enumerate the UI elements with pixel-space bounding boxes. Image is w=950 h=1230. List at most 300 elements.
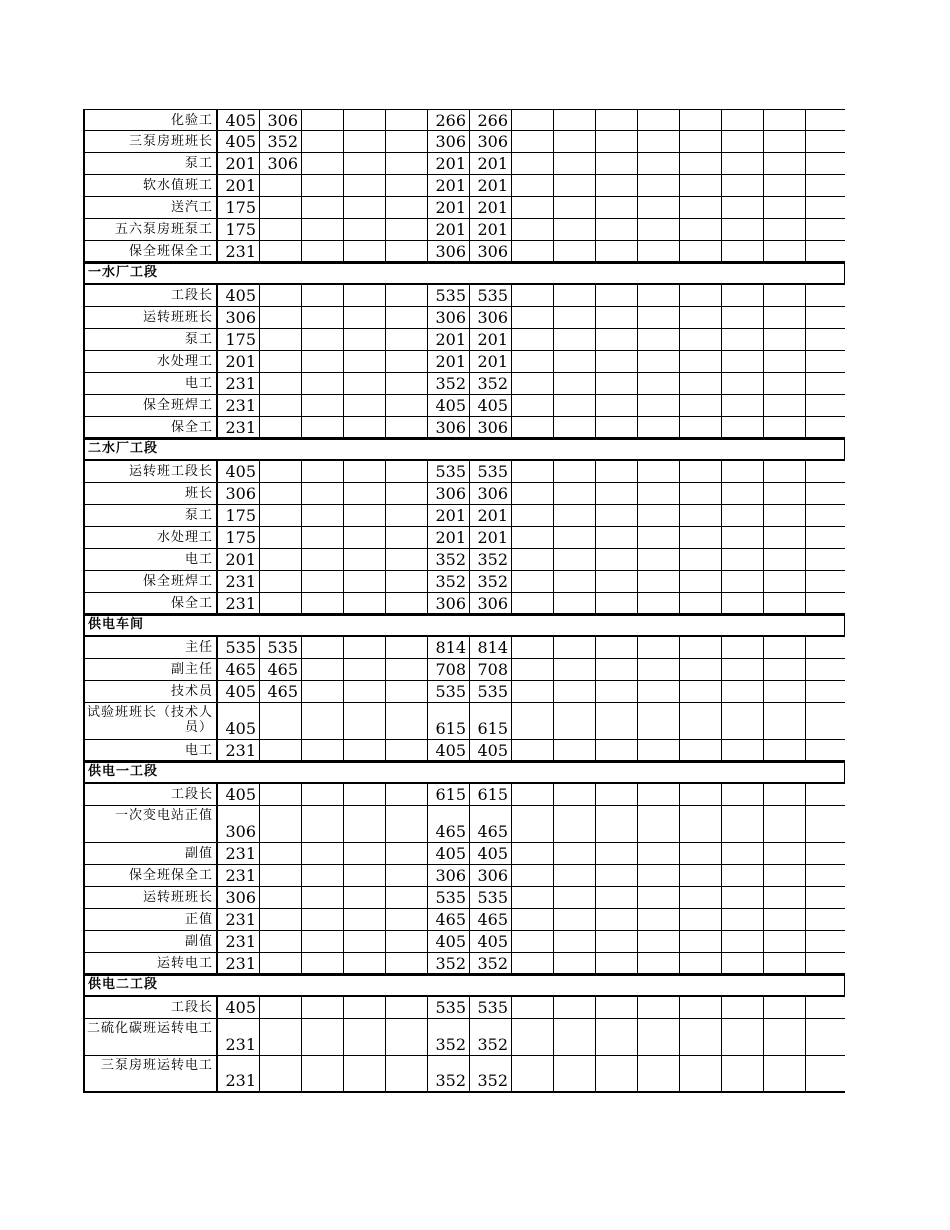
value-cell (596, 527, 638, 548)
value-cell (638, 784, 680, 805)
value-cell (260, 740, 302, 760)
value-cell (386, 329, 428, 350)
value-cell (638, 110, 680, 130)
value-cell (344, 417, 386, 437)
value-cell: 201 (428, 197, 470, 218)
value-cell (386, 395, 428, 416)
value-cell (512, 395, 554, 416)
value-cell (554, 461, 596, 482)
value-cell: 405 (218, 131, 260, 152)
value-cell (386, 953, 428, 973)
value-cell: 465 (428, 806, 470, 842)
table-row (83, 571, 845, 593)
value-cell: 405 (218, 997, 260, 1018)
table-row (83, 527, 845, 549)
value-cell (764, 395, 806, 416)
value-cell: 201 (428, 527, 470, 548)
value-cell: 405 (218, 110, 260, 130)
value-cell (512, 953, 554, 973)
value-cell (344, 703, 386, 739)
value-cell (386, 549, 428, 570)
value-cell (554, 637, 596, 658)
value-cell (764, 461, 806, 482)
value-cell (596, 307, 638, 328)
value-cell: 175 (218, 527, 260, 548)
value-cell (344, 197, 386, 218)
value-cell: 615 (428, 784, 470, 805)
value-cell (512, 571, 554, 592)
value-cell (764, 997, 806, 1018)
value-cell (386, 681, 428, 702)
table-row (83, 740, 845, 762)
value-cell (512, 417, 554, 437)
value-cell (680, 1019, 722, 1055)
value-cell (722, 681, 764, 702)
value-cell: 201 (470, 351, 512, 372)
value-cell: 708 (428, 659, 470, 680)
value-cell: 306 (428, 307, 470, 328)
table-row (83, 865, 845, 887)
value-cell (302, 887, 344, 908)
value-cell (302, 909, 344, 930)
value-cell (722, 931, 764, 952)
value-cell (596, 1019, 638, 1055)
value-cell (680, 549, 722, 570)
value-cell (302, 659, 344, 680)
value-cell (596, 909, 638, 930)
value-cell (302, 110, 344, 130)
value-cell (302, 703, 344, 739)
value-cell (302, 197, 344, 218)
value-cell (386, 593, 428, 613)
value-cell (344, 483, 386, 504)
value-cell (680, 865, 722, 886)
value-cell (680, 681, 722, 702)
value-cell (554, 110, 596, 130)
wage-table (83, 109, 845, 1093)
value-cell: 201 (218, 549, 260, 570)
value-cell: 465 (260, 681, 302, 702)
value-cell (554, 571, 596, 592)
value-cell: 352 (470, 953, 512, 973)
value-cell (344, 395, 386, 416)
value-cell (554, 659, 596, 680)
value-cell (302, 505, 344, 526)
value-cell (722, 417, 764, 437)
value-cell (386, 659, 428, 680)
value-cell (680, 373, 722, 394)
value-cell: 306 (470, 241, 512, 261)
value-cell (596, 153, 638, 174)
row-label: 副值 (83, 843, 218, 864)
table-row (83, 637, 845, 659)
value-cell (302, 329, 344, 350)
value-cell: 306 (470, 483, 512, 504)
table-row (83, 307, 845, 329)
value-cell (638, 307, 680, 328)
value-cell (302, 219, 344, 240)
value-cell (554, 549, 596, 570)
value-cell (302, 953, 344, 973)
value-cell (638, 953, 680, 973)
table-row (83, 461, 845, 483)
value-cell: 201 (470, 505, 512, 526)
table-row (83, 505, 845, 527)
value-cell: 231 (218, 395, 260, 416)
value-cell (596, 197, 638, 218)
value-cell (512, 909, 554, 930)
value-cell (638, 659, 680, 680)
value-cell (596, 843, 638, 864)
value-cell (512, 1019, 554, 1055)
row-label: 保全班焊工 (83, 395, 218, 416)
value-cell: 708 (470, 659, 512, 680)
table-row (83, 593, 845, 615)
value-cell: 352 (470, 549, 512, 570)
value-cell (344, 659, 386, 680)
value-cell (554, 997, 596, 1018)
value-cell: 814 (470, 637, 512, 658)
row-label: 化验工 (83, 110, 218, 130)
value-cell (512, 740, 554, 760)
value-cell (722, 329, 764, 350)
value-cell: 465 (470, 909, 512, 930)
value-cell: 231 (218, 241, 260, 261)
value-cell (722, 197, 764, 218)
value-cell (302, 153, 344, 174)
section-header (83, 975, 845, 997)
value-cell (344, 997, 386, 1018)
value-cell (638, 483, 680, 504)
value-cell (512, 527, 554, 548)
value-cell (596, 931, 638, 952)
value-cell: 175 (218, 219, 260, 240)
value-cell (344, 593, 386, 613)
table-row (83, 131, 845, 153)
value-cell (344, 549, 386, 570)
value-cell: 352 (470, 571, 512, 592)
value-cell: 201 (470, 197, 512, 218)
row-label: 运转班班长 (83, 887, 218, 908)
value-cell (638, 637, 680, 658)
table-row (83, 417, 845, 439)
value-cell (260, 241, 302, 261)
value-cell (596, 505, 638, 526)
value-cell (554, 527, 596, 548)
value-cell: 201 (218, 175, 260, 196)
value-cell (764, 843, 806, 864)
value-cell (554, 351, 596, 372)
value-cell (722, 351, 764, 372)
value-cell: 306 (470, 593, 512, 613)
table-row (83, 806, 845, 843)
value-cell (680, 931, 722, 952)
value-cell (302, 527, 344, 548)
value-cell (344, 806, 386, 842)
value-cell (512, 887, 554, 908)
value-cell (638, 593, 680, 613)
value-cell (260, 549, 302, 570)
value-cell (596, 659, 638, 680)
value-cell: 231 (218, 931, 260, 952)
value-cell: 405 (218, 285, 260, 306)
row-label: 保全班焊工 (83, 571, 218, 592)
value-cell: 405 (218, 681, 260, 702)
value-cell: 231 (218, 593, 260, 613)
value-cell (260, 806, 302, 842)
table-row (83, 241, 845, 263)
value-cell (596, 241, 638, 261)
table-row (83, 549, 845, 571)
value-cell (260, 175, 302, 196)
value-cell (764, 740, 806, 760)
value-cell (260, 461, 302, 482)
value-cell (596, 351, 638, 372)
value-cell (596, 549, 638, 570)
value-cell (302, 483, 344, 504)
value-cell (554, 417, 596, 437)
value-cell (386, 351, 428, 372)
section-fill (218, 439, 845, 459)
row-label: 二硫化碳班运转电工 (83, 1019, 218, 1055)
value-cell: 405 (470, 395, 512, 416)
table-row (83, 483, 845, 505)
value-cell (386, 175, 428, 196)
value-cell (722, 740, 764, 760)
value-cell (302, 1019, 344, 1055)
value-cell: 201 (428, 153, 470, 174)
value-cell (764, 131, 806, 152)
value-cell (764, 505, 806, 526)
value-cell: 201 (470, 527, 512, 548)
value-cell: 535 (428, 681, 470, 702)
value-cell (554, 1056, 596, 1091)
value-cell (638, 681, 680, 702)
row-label: 技术员 (83, 681, 218, 702)
value-cell: 352 (428, 1056, 470, 1091)
value-cell (386, 461, 428, 482)
value-cell: 306 (428, 241, 470, 261)
row-label: 运转电工 (83, 953, 218, 973)
value-cell (764, 865, 806, 886)
value-cell (386, 997, 428, 1018)
value-cell (596, 417, 638, 437)
value-cell (344, 1019, 386, 1055)
value-cell: 535 (260, 637, 302, 658)
value-cell (302, 461, 344, 482)
value-cell (512, 197, 554, 218)
table-row (83, 843, 845, 865)
value-cell (512, 175, 554, 196)
value-cell: 231 (218, 373, 260, 394)
value-cell (680, 784, 722, 805)
value-cell (344, 241, 386, 261)
value-cell (722, 241, 764, 261)
value-cell: 306 (470, 131, 512, 152)
value-cell (344, 865, 386, 886)
value-cell (386, 843, 428, 864)
value-cell (512, 461, 554, 482)
value-cell (260, 843, 302, 864)
value-cell (302, 395, 344, 416)
value-cell: 175 (218, 329, 260, 350)
value-cell: 352 (428, 571, 470, 592)
value-cell (302, 1056, 344, 1091)
table-row (83, 909, 845, 931)
value-cell (596, 1056, 638, 1091)
value-cell: 405 (470, 931, 512, 952)
table-row (83, 395, 845, 417)
value-cell (302, 784, 344, 805)
value-cell (302, 843, 344, 864)
value-cell: 306 (428, 417, 470, 437)
value-cell (764, 909, 806, 930)
row-label: 工段长 (83, 997, 218, 1018)
value-cell: 201 (470, 219, 512, 240)
value-cell (638, 549, 680, 570)
value-cell (302, 740, 344, 760)
value-cell: 175 (218, 197, 260, 218)
value-cell (680, 505, 722, 526)
value-cell (722, 784, 764, 805)
row-label: 泵工 (83, 153, 218, 174)
table-row (83, 703, 845, 740)
value-cell (680, 659, 722, 680)
value-cell (554, 909, 596, 930)
section-title: 一水厂工段 (83, 263, 218, 283)
value-cell (554, 175, 596, 196)
value-cell (260, 1056, 302, 1091)
value-cell: 266 (470, 110, 512, 130)
value-cell (680, 887, 722, 908)
value-cell (638, 373, 680, 394)
value-cell (596, 681, 638, 702)
table-row (83, 329, 845, 351)
value-cell (512, 681, 554, 702)
section-header (83, 439, 845, 461)
value-cell (512, 931, 554, 952)
value-cell (344, 527, 386, 548)
value-cell: 405 (218, 784, 260, 805)
value-cell (386, 784, 428, 805)
value-cell (764, 483, 806, 504)
value-cell (596, 175, 638, 196)
value-cell (344, 931, 386, 952)
value-cell (638, 1019, 680, 1055)
value-cell (722, 887, 764, 908)
value-cell (512, 131, 554, 152)
value-cell: 201 (428, 219, 470, 240)
value-cell (386, 1056, 428, 1091)
value-cell: 201 (428, 329, 470, 350)
value-cell (344, 175, 386, 196)
value-cell (386, 505, 428, 526)
value-cell (722, 373, 764, 394)
value-cell (638, 285, 680, 306)
value-cell (260, 351, 302, 372)
value-cell (386, 909, 428, 930)
table-row (83, 784, 845, 806)
value-cell (344, 740, 386, 760)
section-title: 二水厂工段 (83, 439, 218, 459)
value-cell: 201 (428, 175, 470, 196)
value-cell (680, 593, 722, 613)
value-cell: 535 (218, 637, 260, 658)
value-cell (512, 351, 554, 372)
value-cell (764, 1019, 806, 1055)
value-cell: 535 (470, 997, 512, 1018)
section-title: 供电一工段 (83, 762, 218, 782)
value-cell (680, 153, 722, 174)
value-cell (638, 806, 680, 842)
table-row (83, 373, 845, 395)
table-row (83, 953, 845, 975)
value-cell (722, 153, 764, 174)
value-cell (638, 931, 680, 952)
value-cell (302, 351, 344, 372)
value-cell (596, 784, 638, 805)
row-label: 试验班班长（技术人员） (83, 703, 218, 739)
value-cell (638, 329, 680, 350)
value-cell (596, 131, 638, 152)
value-cell (596, 461, 638, 482)
value-cell (344, 329, 386, 350)
row-label: 副主任 (83, 659, 218, 680)
value-cell (344, 909, 386, 930)
row-label: 电工 (83, 740, 218, 760)
value-cell (554, 843, 596, 864)
value-cell (302, 241, 344, 261)
value-cell (596, 571, 638, 592)
value-cell (554, 373, 596, 394)
value-cell (638, 505, 680, 526)
value-cell (596, 865, 638, 886)
section-fill (218, 762, 845, 782)
value-cell (260, 285, 302, 306)
value-cell (512, 219, 554, 240)
value-cell: 306 (428, 483, 470, 504)
value-cell (512, 637, 554, 658)
value-cell (722, 593, 764, 613)
value-cell: 352 (428, 953, 470, 973)
value-cell (722, 843, 764, 864)
value-cell: 306 (218, 887, 260, 908)
value-cell (386, 571, 428, 592)
value-cell (344, 843, 386, 864)
value-cell (512, 153, 554, 174)
value-cell: 231 (218, 571, 260, 592)
value-cell (302, 806, 344, 842)
value-cell (512, 806, 554, 842)
row-label: 电工 (83, 549, 218, 570)
value-cell: 465 (260, 659, 302, 680)
value-cell (722, 1056, 764, 1091)
value-cell (554, 395, 596, 416)
table-row (83, 153, 845, 175)
value-cell (512, 285, 554, 306)
value-cell (722, 505, 764, 526)
value-cell (764, 175, 806, 196)
value-cell: 405 (470, 843, 512, 864)
value-cell: 201 (428, 505, 470, 526)
value-cell (260, 527, 302, 548)
value-cell (260, 703, 302, 739)
value-cell (764, 373, 806, 394)
value-cell: 465 (428, 909, 470, 930)
table-row (83, 197, 845, 219)
value-cell (386, 887, 428, 908)
value-cell (764, 527, 806, 548)
